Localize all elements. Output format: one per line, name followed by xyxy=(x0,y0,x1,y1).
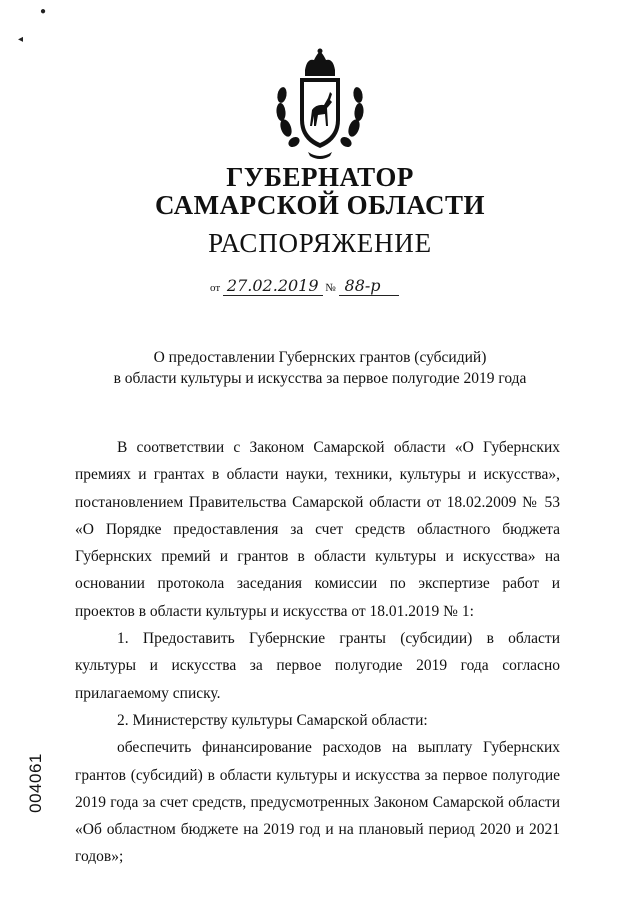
date-label: от xyxy=(210,282,221,294)
paragraph-item-2-text: обеспечить финансирование расходов на выплату Губернских грантов (субсидий) в области культуры и искусства за первое полугодие 2019 года за счет средств, предусмотренных Законом Самарской области «Об областном бюджете на 2019 год и на плановый период 2020 и 2021 годов»; xyxy=(75,739,560,866)
scan-mark: ◂ xyxy=(18,34,24,45)
serial-number: 004061 xyxy=(26,753,45,813)
subject-line: О предоставлении Губернских грантов (субсидий) xyxy=(153,349,487,366)
title-region: САМАРСКОЙ ОБЛАСТИ xyxy=(154,190,486,220)
paragraph-preamble: В соответствии с Законом Самарской области «О Губернских премиях и грантах в области науки, техники, культуры и искусства», постановлением Правительства Самарской области от 18.02.2009 № 53 «О Порядке предоставления за счет средств областного бюджета Губернских премий и грантов в области культуры и искусства» на основании протокола заседания комиссии по экспертизе работ и проектов в области культуры и искусства от 18.01.2019 № 1: xyxy=(75,439,560,620)
scan-mark: ● xyxy=(40,6,47,17)
paragraph-item-2: 2. Министерству культуры Самарской области: xyxy=(117,711,428,729)
coat-of-arms-samara-icon xyxy=(272,48,368,162)
date-number-line xyxy=(210,276,399,298)
paragraph-item-1: 1. Предоставить Губернские гранты (субсидии) в области культуры и искусства за первое полугодие 2019 года согласно прилагаемому списку. xyxy=(75,630,560,702)
serial-number-stamp xyxy=(24,742,48,824)
document-date: 27.02.2019 xyxy=(226,276,319,295)
subject-line: в области культуры и искусства за первое полугодие 2019 года xyxy=(113,370,527,387)
document-subject xyxy=(0,347,640,389)
title-governor: ГУБЕРНАТОР xyxy=(226,162,414,192)
document-body xyxy=(75,434,560,871)
document-number: 88-р xyxy=(344,276,381,295)
document-type: РАСПОРЯЖЕНИЕ xyxy=(208,228,432,258)
number-label: № xyxy=(325,282,336,294)
